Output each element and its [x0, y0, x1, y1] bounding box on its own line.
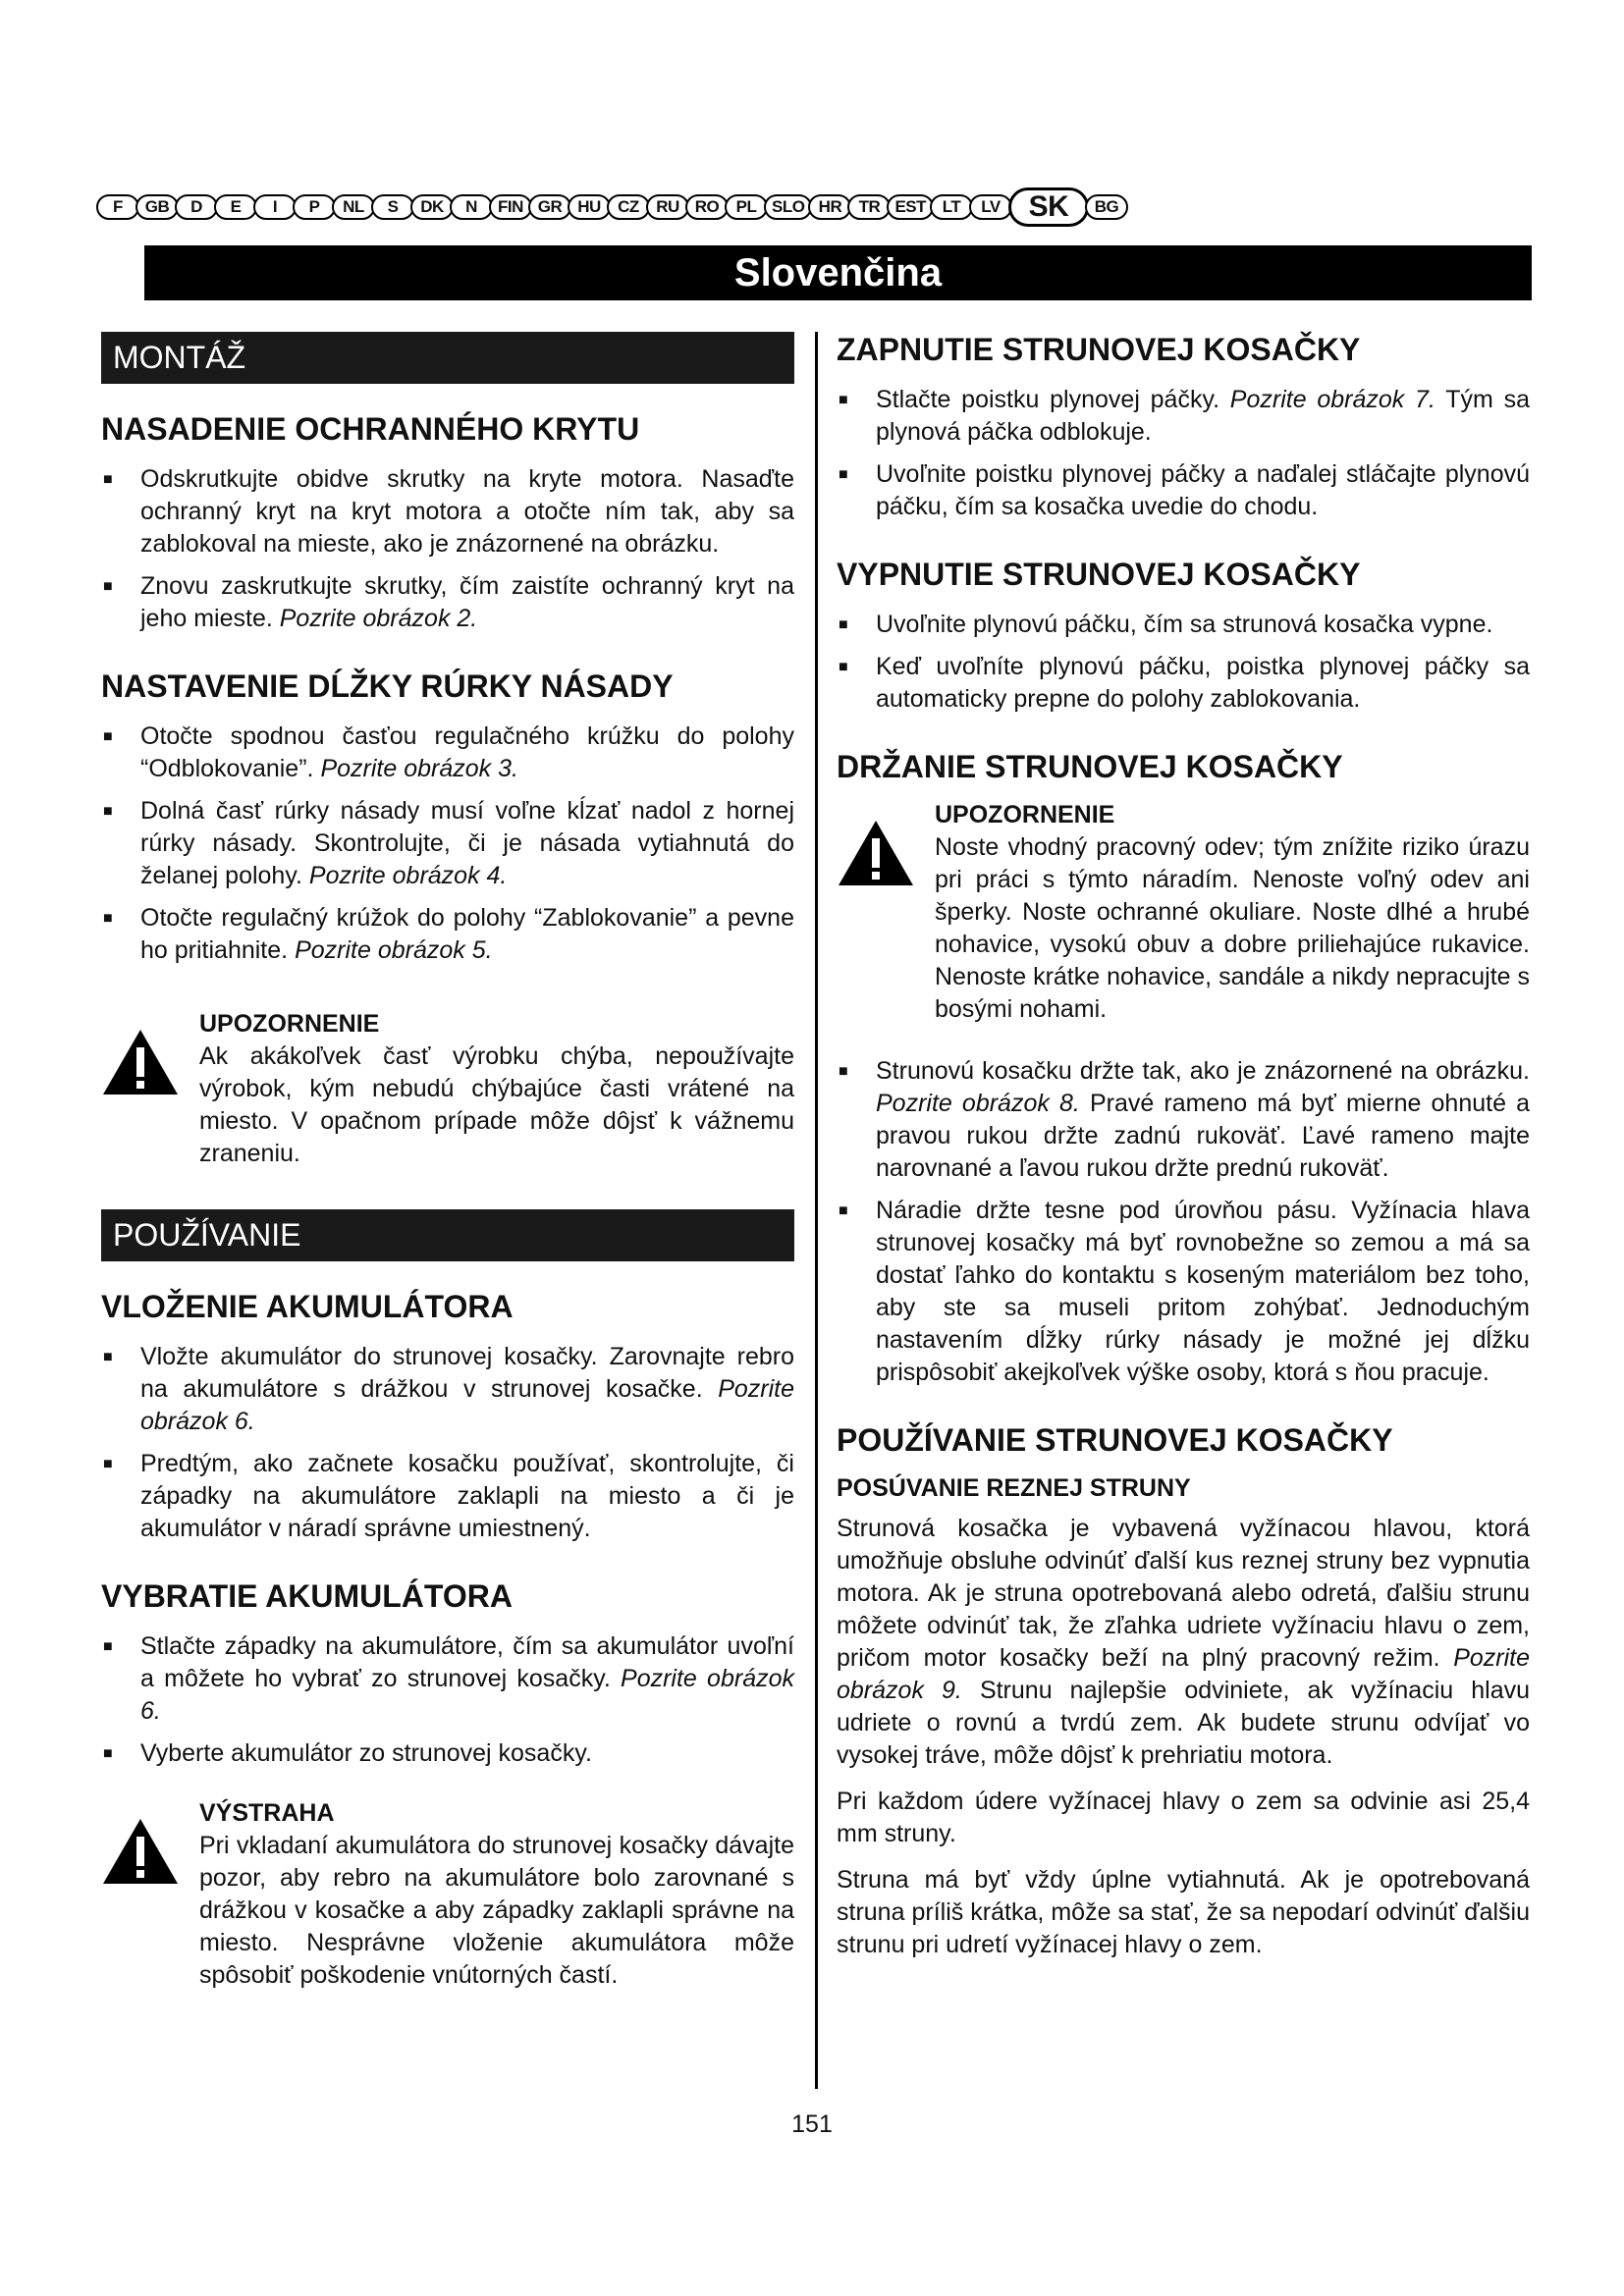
- language-tab-ru[interactable]: RU: [646, 194, 689, 220]
- language-tab-hu[interactable]: HU: [568, 194, 611, 220]
- list-item: ■ Uvoľnite plynovú páčku, čím sa strunová kosačka vypne.: [837, 609, 1530, 641]
- left-column: [101, 332, 794, 2021]
- list-item: ■ Vložte akumulátor do strunovej kosačky. Zarovnajte rebro na akumulátore s drážkou v strunovej kosačke. Pozrite obrázok 6.: [101, 1341, 794, 1438]
- list-item: ■ Vyberte akumulátor zo strunovej kosačky.: [101, 1737, 794, 1770]
- language-tab-sk[interactable]: SK: [1008, 187, 1089, 227]
- language-tab-est[interactable]: EST: [887, 194, 934, 220]
- language-tab-n[interactable]: N: [450, 194, 493, 220]
- language-tab-fin[interactable]: FIN: [489, 194, 532, 220]
- warning-triangle-icon: [101, 1010, 180, 1096]
- language-tab-i[interactable]: I: [253, 194, 297, 220]
- language-tab-lv[interactable]: LV: [969, 194, 1012, 220]
- warning-title: UPOZORNENIE: [935, 801, 1115, 828]
- section-montaz: MONTÁŽ: [101, 332, 794, 384]
- language-tab-pl[interactable]: PL: [725, 194, 768, 220]
- language-tab-lt[interactable]: LT: [930, 194, 973, 220]
- list-item: ■ Náradie držte tesne pod úrovňou pásu. Vyžínacia hlava strunovej kosačky má byť rovnobežne so zemou a má sa dostať ľahko do kontaktu s koseným materiálom bez toho, aby ste sa museli pritom zohýbať. Jednoduchým nastavením dĺžky rúrky násady je možné jej dĺžku prispôsobiť akejkoľvek výške osoby, ktorá s ňou pracuje.: [837, 1195, 1530, 1389]
- warning-triangle-icon: [101, 1799, 180, 1886]
- subheading-posuvanie: POSÚVANIE REZNEJ STRUNY: [837, 1474, 1191, 1502]
- heading-nastavenie: NASTAVENIE DĹŽKY RÚRKY NÁSADY: [101, 668, 674, 704]
- list-item: ■ Otočte spodnou časťou regulačného krúžku do polohy “Odblokovanie”. Pozrite obrázok 3.: [101, 721, 794, 785]
- heading-drzanie: DRŽANIE STRUNOVEJ KOSAČKY: [837, 749, 1343, 784]
- warning-title: VÝSTRAHA: [199, 1799, 335, 1827]
- warning-triangle-icon: [837, 801, 915, 887]
- language-tab-gr[interactable]: GR: [528, 194, 571, 220]
- heading-vlozenie: VLOŽENIE AKUMULÁTORA: [101, 1289, 514, 1324]
- language-tab-s[interactable]: S: [371, 194, 414, 220]
- language-tab-nl[interactable]: NL: [332, 194, 375, 220]
- language-tab-d[interactable]: D: [175, 194, 218, 220]
- list-item: ■ Strunovú kosačku držte tak, ako je znázornené na obrázku. Pozrite obrázok 8. Pravé rameno má byť mierne ohnuté a pravou rukou držte zadnú rukoväť. Ľavé rameno majte narovnané a ľavou rukou držte prednú rukoväť.: [837, 1055, 1530, 1185]
- paragraph: Strunová kosačka je vybavená vyžínacou hlavou, ktorá umožňuje obsluhe odvinúť ďalší kus reznej struny bez vypnutia motora. Ak je struna opotrebovaná alebo odretá, ďalšiu strunu môžete odvinúť tak, že zľahka udriete vyžínaciu hlavu o zem, pričom motor kosačky beží na plný pracovný režim. Pozrite obrázok 9. Strunu najlepšie odviniete, ak vyžínaciu hlavu udriete o rovnú a tvrdú zem. Ak budete strunu odvíjať vo vysokej tráve, môže dôjsť k prehriatiu motora.: [837, 1515, 1530, 1769]
- warning-box: [837, 801, 1530, 1026]
- language-tab-p[interactable]: P: [293, 194, 336, 220]
- right-column: [837, 332, 1530, 1975]
- page-title: Slovenčina: [144, 245, 1532, 300]
- list-item: ■ Stlačte poistku plynovej páčky. Pozrite obrázok 7. Tým sa plynová páčka odblokuje.: [837, 384, 1530, 449]
- column-divider: [815, 332, 818, 2089]
- language-tab-dk[interactable]: DK: [410, 194, 454, 220]
- page-number: 151: [791, 2110, 833, 2138]
- list-item: ■ Uvoľnite poistku plynovej páčky a naďalej stláčajte plynovú páčku, čím sa kosačka uvedie do chodu.: [837, 458, 1530, 523]
- list-item: ■ Dolná časť rúrky násady musí voľne kĺzať nadol z hornej rúrky násady. Skontrolujte, či je násada vytiahnutá do želanej polohy. Pozrite obrázok 4.: [101, 795, 794, 892]
- language-tab-tr[interactable]: TR: [847, 194, 891, 220]
- warning-text: Pri vkladaní akumulátora do strunovej kosačky dávajte pozor, aby rebro na akumulátore bolo zarovnané s drážkou v kosačke a aby západky zaklapli správne na miesto. Nesprávne vloženie akumulátora môže spôsobiť poškodenie vnútorných častí.: [199, 1832, 794, 1989]
- heading-pouzivanie-kosacky: POUŽÍVANIE STRUNOVEJ KOSAČKY: [837, 1422, 1393, 1458]
- warning-box: [101, 1010, 794, 1170]
- list-item: ■ Predtým, ako začnete kosačku používať, skontrolujte, či západky na akumulátore zaklapli na miesto a či je akumulátor v náradí správne umiestnený.: [101, 1448, 794, 1545]
- section-pouzivanie: POUŽÍVANIE: [101, 1209, 794, 1261]
- warning-text: Noste vhodný pracovný odev; tým znížite riziko úrazu pri práci s týmto náradím. Nenoste voľný odev ani šperky. Noste ochranné okuliare. Noste dlhé a hrubé nohavice, vysokú obuv a dobre priliehajúce rukavice. Nenoste krátke nohavice, sandále a nikdy nepracujte s bosými nohami.: [935, 833, 1530, 1023]
- list-item: ■ Stlačte západky na akumulátore, čím sa akumulátor uvoľní a môžete ho vybrať zo strunovej kosačky. Pozrite obrázok 6.: [101, 1630, 794, 1728]
- language-tab-f[interactable]: F: [96, 194, 139, 220]
- warning-box: [101, 1799, 794, 1992]
- language-tab-e[interactable]: E: [214, 194, 257, 220]
- list-item: ■ Keď uvoľníte plynovú páčku, poistka plynovej páčky sa automaticky prepne do polohy zablokovania.: [837, 651, 1530, 716]
- warning-text: Ak akákoľvek časť výrobku chýba, nepoužívajte výrobok, kým nebudú chýbajúce časti vrátené na miesto. V opačnom prípade môže dôjsť k vážnemu zraneniu.: [199, 1042, 794, 1167]
- language-tab-ro[interactable]: RO: [685, 194, 729, 220]
- list-item: ■ Znovu zaskrutkujte skrutky, čím zaistíte ochranný kryt na jeho mieste. Pozrite obrázok 2.: [101, 570, 794, 635]
- language-tab-gb[interactable]: GB: [135, 194, 179, 220]
- language-tab-slo[interactable]: SLO: [764, 194, 812, 220]
- heading-vybratie: VYBRATIE AKUMULÁTORA: [101, 1578, 513, 1614]
- language-tabs: [96, 192, 1530, 222]
- language-tab-bg[interactable]: BG: [1085, 194, 1128, 220]
- warning-title: UPOZORNENIE: [199, 1010, 380, 1038]
- heading-nasadenie: NASADENIE OCHRANNÉHO KRYTU: [101, 411, 640, 447]
- language-tab-hr[interactable]: HR: [808, 194, 851, 220]
- paragraph: Struna má byť vždy úplne vytiahnutá. Ak je opotrebovaná struna príliš krátka, môže sa stať, že sa nepodarí odvinúť ďalšiu strunu pri udretí vyžínacej hlavy o zem.: [837, 1866, 1530, 1958]
- list-item: ■ Odskrutkujte obidve skrutky na kryte motora. Nasaďte ochranný kryt na kryt motora a otočte ním tak, aby sa zablokoval na mieste, ako je znázornené na obrázku.: [101, 463, 794, 561]
- heading-zapnutie: ZAPNUTIE STRUNOVEJ KOSAČKY: [837, 332, 1361, 367]
- list-item: ■ Otočte regulačný krúžok do polohy “Zablokovanie” a pevne ho pritiahnite. Pozrite obrázok 5.: [101, 902, 794, 967]
- language-tab-cz[interactable]: CZ: [607, 194, 650, 220]
- paragraph: Pri každom údere vyžínacej hlavy o zem sa odvinie asi 25,4 mm struny.: [837, 1788, 1530, 1847]
- heading-vypnutie: VYPNUTIE STRUNOVEJ KOSAČKY: [837, 557, 1361, 592]
